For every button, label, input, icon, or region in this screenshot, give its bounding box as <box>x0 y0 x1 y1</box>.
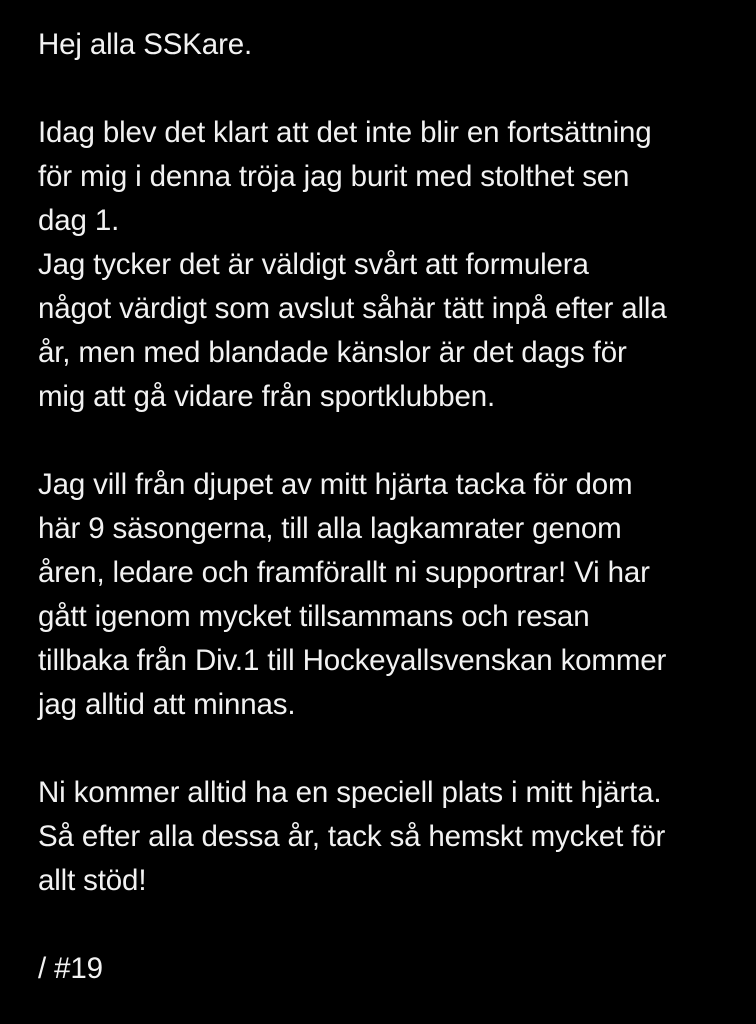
paragraph-2-line-4: gått igenom mycket tillsammans och resan <box>38 600 590 633</box>
paragraph-2 <box>38 463 738 727</box>
greeting-line: Hej alla SSKare. <box>38 28 253 61</box>
paragraph-2-line-2: här 9 säsongerna, till alla lagkamrater genom <box>38 512 622 545</box>
paragraph-1-line-2: för mig i denna tröja jag burit med stolthet sen <box>38 160 630 193</box>
paragraph-1-line-5: något värdigt som avslut såhär tätt inpå efter alla <box>38 292 667 325</box>
paragraph-1-line-6: år, men med blandade känslor är det dags för <box>38 336 627 369</box>
paragraph-1-line-3: dag 1. <box>38 204 120 237</box>
paragraph-3 <box>38 771 738 903</box>
paragraph-1-line-4: Jag tycker det är väldigt svårt att formulera <box>38 248 589 281</box>
paragraph-gap <box>38 67 738 111</box>
signature: / #19 <box>38 952 103 985</box>
paragraph-3-line-2: Så efter alla dessa år, tack så hemskt mycket för <box>38 820 666 853</box>
note-body <box>38 23 738 991</box>
paragraph-1-line-1: Idag blev det klart att det inte blir en fortsättning <box>38 116 652 149</box>
paragraph-3-line-3: allt stöd! <box>38 864 147 897</box>
paragraph-3-line-1: Ni kommer alltid ha en speciell plats i mitt hjärta. <box>38 776 662 809</box>
paragraph-2-line-5: tillbaka från Div.1 till Hockeyallsvenskan kommer <box>38 644 667 677</box>
paragraph-2-line-1: Jag vill från djupet av mitt hjärta tacka för dom <box>38 468 633 501</box>
paragraph-2-line-3: åren, ledare och framförallt ni supportrar! Vi har <box>38 556 650 589</box>
paragraph-1 <box>38 111 738 419</box>
paragraph-gap <box>38 419 738 463</box>
paragraph-2-line-6: jag alltid att minnas. <box>38 688 296 721</box>
paragraph-gap <box>38 727 738 771</box>
paragraph-1-line-7: mig att gå vidare från sportklubben. <box>38 380 496 413</box>
paragraph-gap <box>38 903 738 947</box>
